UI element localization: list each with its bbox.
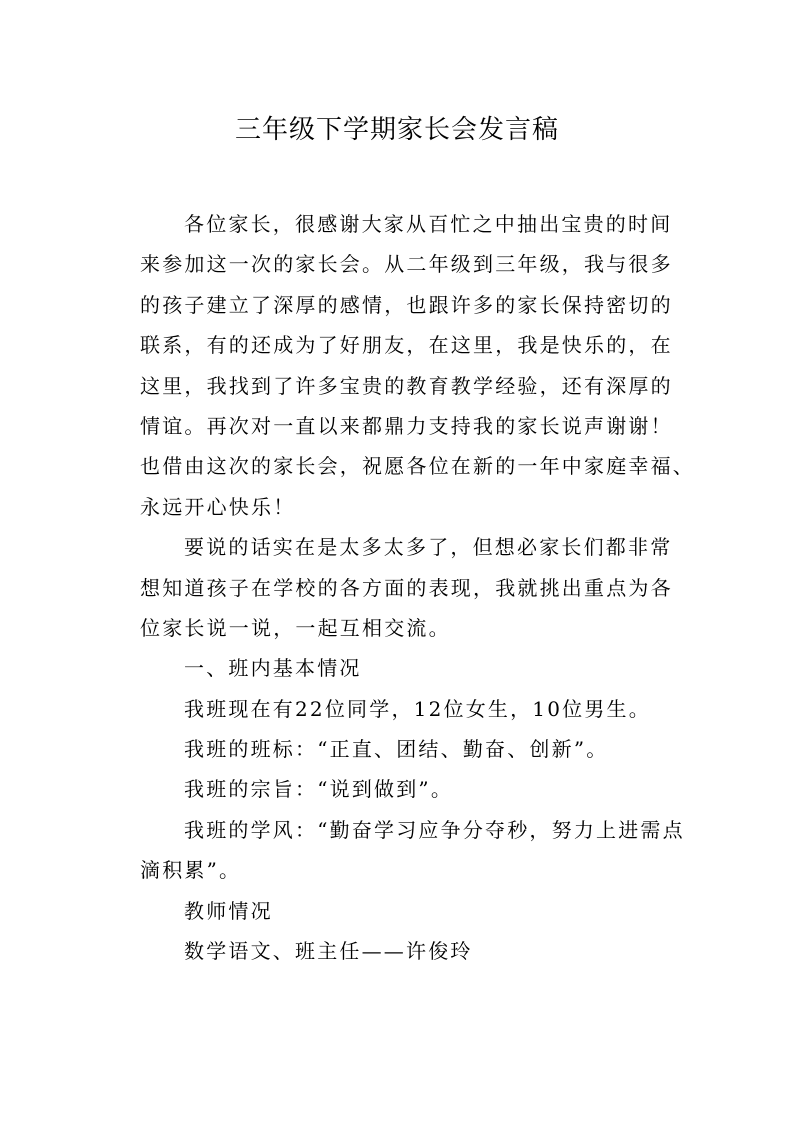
paragraph-line: 数学语文、班主任——许俊玲 bbox=[184, 939, 473, 964]
paragraph-line: 要说的话实在是太多太多了，但想必家长们都非常 bbox=[184, 535, 673, 560]
paragraph-line: 想知道孩子在学校的各方面的表现，我就挑出重点为各 bbox=[140, 575, 673, 600]
paragraph-line: 这里，我找到了许多宝贵的教育教学经验，还有深厚的 bbox=[140, 373, 673, 398]
paragraph-line: 的孩子建立了深厚的感情，也跟许多的家长保持密切的 bbox=[140, 292, 673, 317]
paragraph-line: 来参加这一次的家长会。从二年级到三年级，我与很多 bbox=[140, 252, 673, 277]
section-heading: 一、班内基本情况 bbox=[184, 656, 362, 681]
paragraph-line: 位家长说一说，一起互相交流。 bbox=[140, 615, 451, 640]
paragraph-line: 各位家长，很感谢大家从百忙之中抽出宝贵的时间 bbox=[184, 212, 673, 236]
document-title: 三年级下学期家长会发言稿 bbox=[234, 115, 559, 145]
paragraph-line: 情谊。再次对一直以来都鼎力支持我的家长说声谢谢！ bbox=[140, 413, 673, 438]
paragraph-line: 我班的宗旨：“说到做到”。 bbox=[184, 777, 454, 802]
paragraph-line: 联系，有的还成为了好朋友，在这里，我是快乐的，在 bbox=[140, 333, 673, 358]
subsection-heading: 教师情况 bbox=[184, 898, 273, 923]
paragraph-line: 我班的学风：“勤奋学习应争分夺秒，努力上进需点 bbox=[184, 817, 685, 842]
paragraph-line: 永远开心快乐！ bbox=[140, 494, 296, 519]
document-body bbox=[140, 204, 695, 971]
paragraph-line: 我班现在有22位同学，12位女生，10位男生。 bbox=[184, 696, 651, 721]
paragraph-line: 也借由这次的家长会，祝愿各位在新的一年中家庭幸福、 bbox=[140, 454, 695, 479]
paragraph-line: 我班的班标：“正直、团结、勤奋、创新”。 bbox=[184, 737, 609, 762]
paragraph-line: 滴积累”。 bbox=[140, 858, 242, 883]
